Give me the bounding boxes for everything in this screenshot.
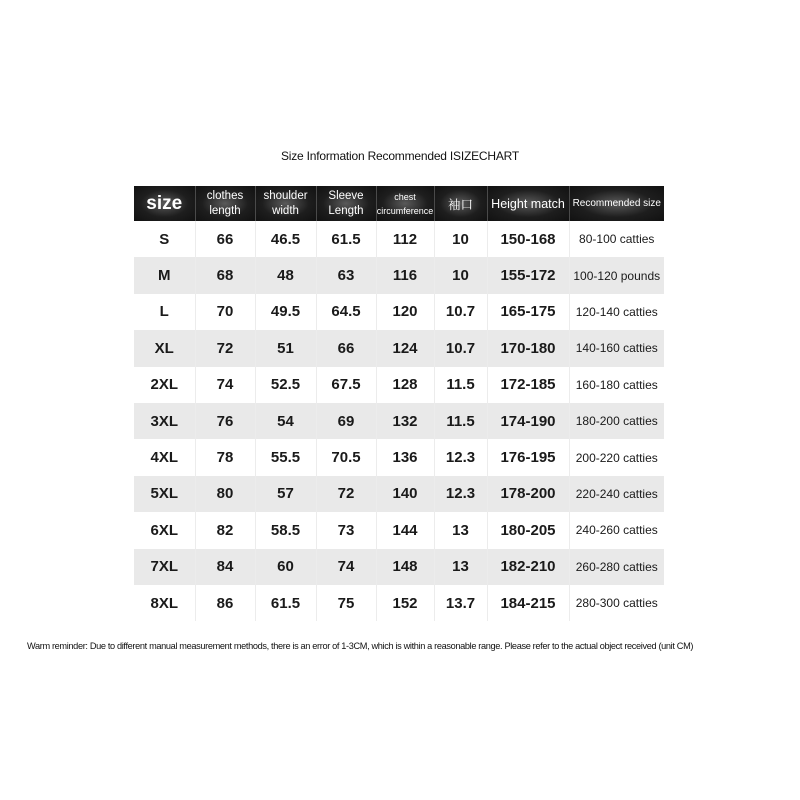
cell-sleeve-length: 67.5 <box>316 367 376 403</box>
header-clothes-length-line2: length <box>209 204 241 217</box>
cell-shoulder-width: 61.5 <box>255 585 316 621</box>
cell-size: 6XL <box>134 512 195 548</box>
header-shoulder-width-line2: width <box>272 204 299 217</box>
size-chart-table <box>134 186 664 621</box>
cell-cuff: 13 <box>434 512 487 548</box>
header-sleeve-length-line1: Sleeve <box>328 189 364 202</box>
cell-clothes-length: 86 <box>195 585 255 621</box>
cell-cuff: 10.7 <box>434 294 487 330</box>
cell-cuff: 10 <box>434 257 487 293</box>
cell-size: L <box>134 294 195 330</box>
cell-height-match: 180-205 <box>487 512 569 548</box>
cell-cuff: 13 <box>434 549 487 585</box>
cell-recommended-size: 200-220 catties <box>569 439 664 475</box>
cell-height-match: 178-200 <box>487 476 569 512</box>
cell-clothes-length: 68 <box>195 257 255 293</box>
cell-size: 2XL <box>134 367 195 403</box>
header-sleeve-length <box>316 186 376 221</box>
cell-size: 5XL <box>134 476 195 512</box>
header-cuff: 袖口 <box>434 186 487 221</box>
cell-chest: 112 <box>376 221 434 257</box>
cell-sleeve-length: 64.5 <box>316 294 376 330</box>
cell-shoulder-width: 57 <box>255 476 316 512</box>
cell-recommended-size: 160-180 catties <box>569 367 664 403</box>
header-size: size <box>134 186 195 221</box>
cell-size: S <box>134 221 195 257</box>
table-body <box>134 221 664 621</box>
cell-cuff: 13.7 <box>434 585 487 621</box>
cell-recommended-size: 260-280 catties <box>569 549 664 585</box>
header-shoulder-width <box>255 186 316 221</box>
cell-chest: 116 <box>376 257 434 293</box>
cell-shoulder-width: 60 <box>255 549 316 585</box>
cell-shoulder-width: 48 <box>255 257 316 293</box>
cell-cuff: 11.5 <box>434 403 487 439</box>
table-row <box>134 549 664 585</box>
header-row <box>134 186 664 221</box>
cell-recommended-size: 80-100 catties <box>569 221 664 257</box>
header-chest <box>376 186 434 221</box>
header-chest-line1: chest <box>394 191 416 202</box>
cell-height-match: 165-175 <box>487 294 569 330</box>
table-row <box>134 367 664 403</box>
cell-chest: 152 <box>376 585 434 621</box>
cell-recommended-size: 240-260 catties <box>569 512 664 548</box>
cell-sleeve-length: 61.5 <box>316 221 376 257</box>
cell-shoulder-width: 46.5 <box>255 221 316 257</box>
cell-recommended-size: 140-160 catties <box>569 330 664 366</box>
cell-clothes-length: 70 <box>195 294 255 330</box>
cell-chest: 140 <box>376 476 434 512</box>
cell-height-match: 150-168 <box>487 221 569 257</box>
cell-chest: 136 <box>376 439 434 475</box>
cell-height-match: 182-210 <box>487 549 569 585</box>
table-row <box>134 476 664 512</box>
header-recommended-size: Recommended size <box>569 186 664 221</box>
cell-size: M <box>134 257 195 293</box>
cell-height-match: 174-190 <box>487 403 569 439</box>
cell-size: XL <box>134 330 195 366</box>
cell-clothes-length: 84 <box>195 549 255 585</box>
cell-chest: 148 <box>376 549 434 585</box>
cell-sleeve-length: 66 <box>316 330 376 366</box>
warm-reminder-note: Warm reminder: Due to different manual measurement methods, there is an error of 1-3CM, which is within a reasonable range. Please refer to the actual object received (unit CM) <box>27 641 694 651</box>
cell-recommended-size: 280-300 catties <box>569 585 664 621</box>
cell-shoulder-width: 52.5 <box>255 367 316 403</box>
cell-recommended-size: 180-200 catties <box>569 403 664 439</box>
cell-shoulder-width: 54 <box>255 403 316 439</box>
cell-height-match: 172-185 <box>487 367 569 403</box>
cell-chest: 120 <box>376 294 434 330</box>
cell-sleeve-length: 70.5 <box>316 439 376 475</box>
cell-shoulder-width: 55.5 <box>255 439 316 475</box>
cell-sleeve-length: 63 <box>316 257 376 293</box>
cell-size: 3XL <box>134 403 195 439</box>
cell-chest: 132 <box>376 403 434 439</box>
table-row <box>134 512 664 548</box>
cell-sleeve-length: 69 <box>316 403 376 439</box>
header-sleeve-length-line2: Length <box>328 204 364 217</box>
cell-clothes-length: 78 <box>195 439 255 475</box>
cell-sleeve-length: 73 <box>316 512 376 548</box>
header-clothes-length-line1: clothes <box>206 189 244 202</box>
cell-chest: 128 <box>376 367 434 403</box>
cell-chest: 144 <box>376 512 434 548</box>
cell-recommended-size: 100-120 pounds <box>569 257 664 293</box>
cell-clothes-length: 80 <box>195 476 255 512</box>
cell-clothes-length: 66 <box>195 221 255 257</box>
table-row <box>134 585 664 621</box>
cell-chest: 124 <box>376 330 434 366</box>
header-shoulder-width-line1: shoulder <box>263 189 308 202</box>
table-row <box>134 221 664 257</box>
cell-recommended-size: 120-140 catties <box>569 294 664 330</box>
header-clothes-length <box>195 186 255 221</box>
cell-cuff: 11.5 <box>434 367 487 403</box>
cell-shoulder-width: 51 <box>255 330 316 366</box>
cell-cuff: 12.3 <box>434 439 487 475</box>
table-row <box>134 439 664 475</box>
cell-size: 8XL <box>134 585 195 621</box>
cell-height-match: 176-195 <box>487 439 569 475</box>
cell-recommended-size: 220-240 catties <box>569 476 664 512</box>
cell-sleeve-length: 74 <box>316 549 376 585</box>
cell-shoulder-width: 58.5 <box>255 512 316 548</box>
cell-clothes-length: 72 <box>195 330 255 366</box>
cell-clothes-length: 76 <box>195 403 255 439</box>
cell-cuff: 12.3 <box>434 476 487 512</box>
page-title: Size Information Recommended ISIZECHART <box>280 149 520 163</box>
cell-height-match: 170-180 <box>487 330 569 366</box>
cell-clothes-length: 82 <box>195 512 255 548</box>
table-row <box>134 403 664 439</box>
cell-height-match: 184-215 <box>487 585 569 621</box>
cell-clothes-length: 74 <box>195 367 255 403</box>
cell-size: 4XL <box>134 439 195 475</box>
header-height-match: Height match <box>487 186 569 221</box>
cell-height-match: 155-172 <box>487 257 569 293</box>
table-row <box>134 330 664 366</box>
header-chest-line2: circumference <box>376 205 434 216</box>
table-row <box>134 257 664 293</box>
cell-cuff: 10.7 <box>434 330 487 366</box>
cell-shoulder-width: 49.5 <box>255 294 316 330</box>
cell-sleeve-length: 72 <box>316 476 376 512</box>
table-row <box>134 294 664 330</box>
cell-sleeve-length: 75 <box>316 585 376 621</box>
cell-size: 7XL <box>134 549 195 585</box>
cell-cuff: 10 <box>434 221 487 257</box>
